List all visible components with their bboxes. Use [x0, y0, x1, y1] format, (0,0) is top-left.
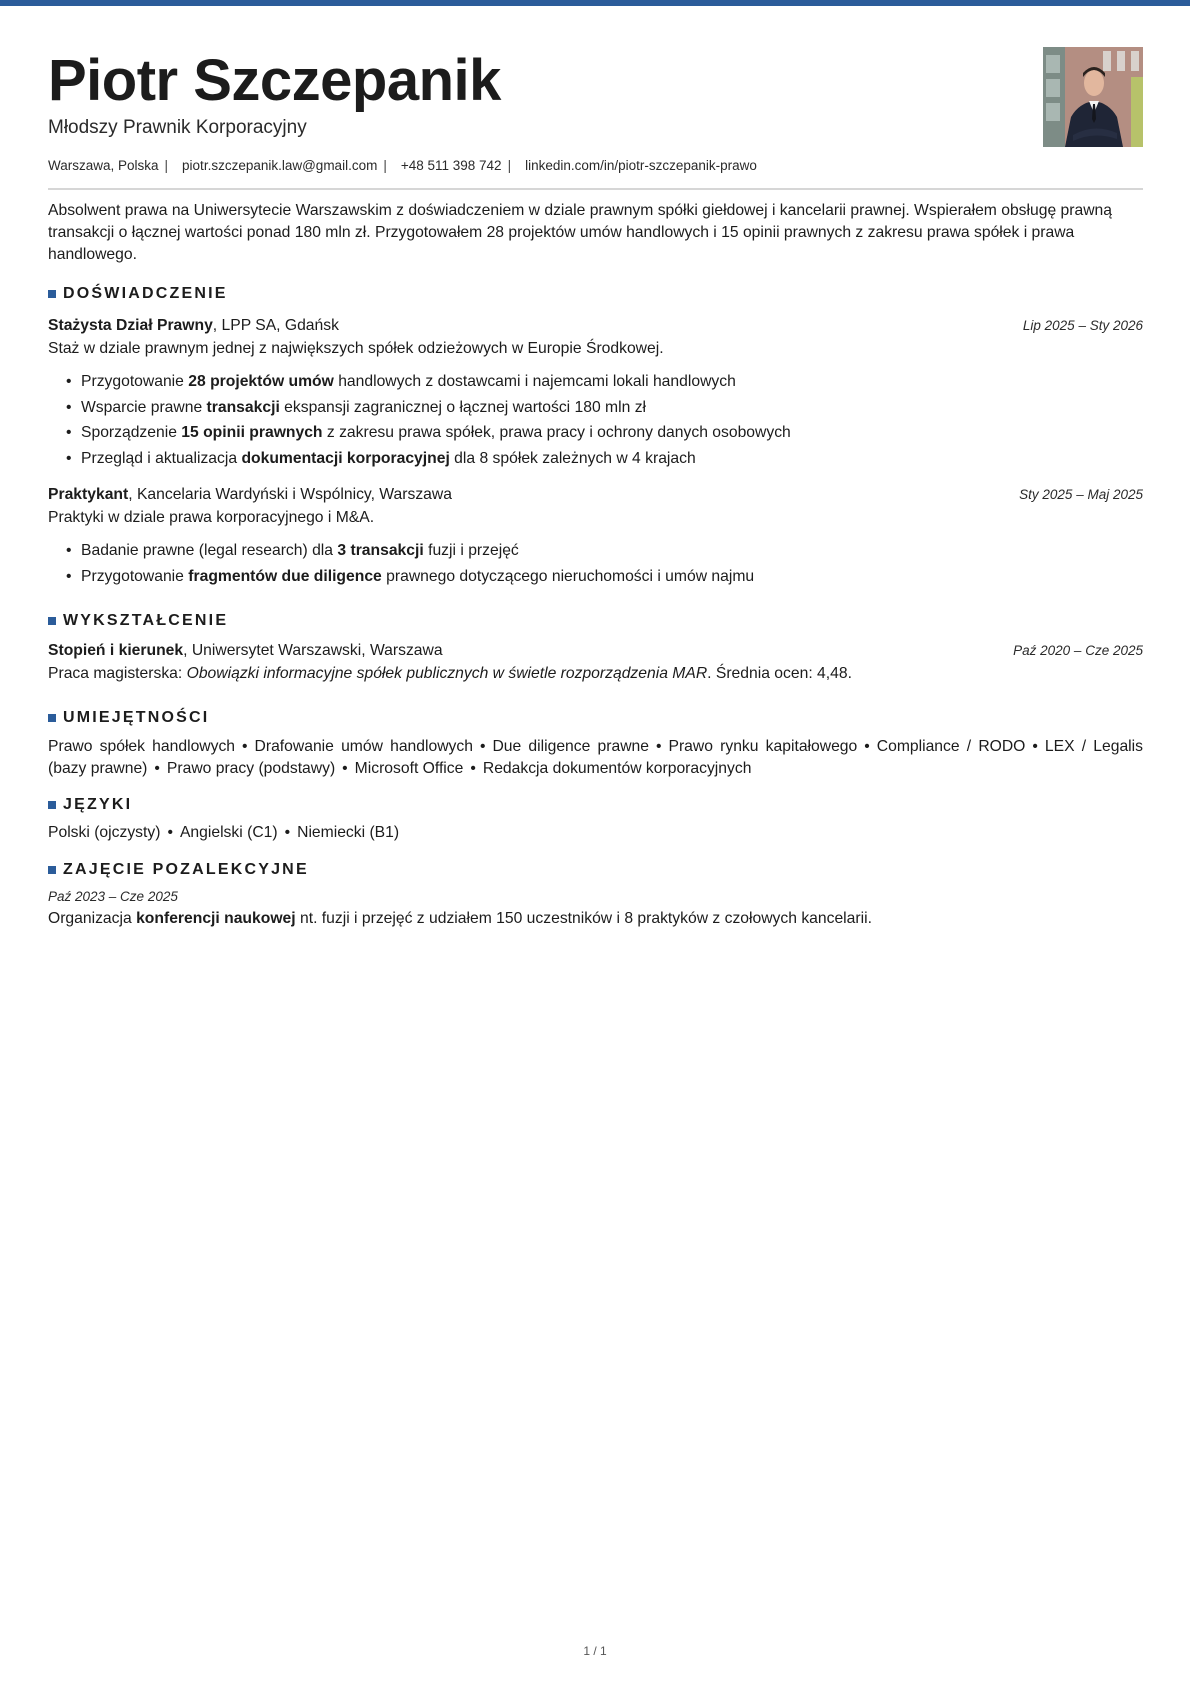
job-dates: Sty 2025 – Maj 2025	[1019, 487, 1143, 502]
job-header	[48, 484, 1143, 506]
section-marker-icon	[48, 866, 56, 874]
top-accent-bar	[0, 0, 1190, 6]
profile-summary: Absolwent prawa na Uniwersytecie Warszawskim z doświadczeniem w dziale prawnym spółki giełdowej i kancelarii prawnej. Wspierałem obsługę prawną transakcji o łącznej wartości ponad 180 mln zł. Przygotowałem 28 projektów umów handlowych i 15 opinii prawnych z zakresu prawa spółek i prawa handlowego.	[48, 202, 1112, 263]
list-item: • Przegląd i aktualizacja dokumentacji korporacyjnej dla 8 spółek zależnych w 4 krajach	[81, 446, 791, 472]
header-divider	[48, 188, 1143, 190]
education-header	[48, 640, 1143, 662]
section-title: WYKSZTAŁCENIE	[63, 612, 229, 629]
section-title: UMIEJĘTNOŚCI	[63, 709, 210, 726]
contact-email[interactable]: piotr.szczepanik.law@gmail.com	[182, 158, 378, 173]
languages-list: Polski (ojczysty) • Angielski (C1) • Niemiecki (B1)	[48, 824, 400, 841]
section-title: DOŚWIADCZENIE	[63, 285, 228, 302]
contact-phone[interactable]: +48 511 398 742	[400, 158, 502, 173]
job-org: , LPP SA, Gdańsk	[212, 317, 339, 334]
separator: |	[164, 158, 169, 173]
job-bullets	[48, 538, 754, 589]
section-heading-extracurricular	[48, 860, 309, 880]
activity-description: Organizacja konferencji naukowej nt. fuzji i przejęć z udziałem 150 uczestników i 8 praktyków z czołowych kancelarii.	[48, 910, 872, 927]
skills-list: Prawo spółek handlowych • Drafowanie umów handlowych • Due diligence prawne • Prawo rynku kapitałowego • Compliance / RODO • LEX / Legalis (bazy prawne) • Prawo pracy (podstawy) • Microsoft Office • Redakcja dokumentów korporacyjnych	[48, 738, 1143, 777]
section-title: ZAJĘCIE POZALEKCYJNE	[63, 861, 309, 878]
section-title: JĘZYKI	[63, 796, 133, 813]
school: , Uniwersytet Warszawski, Warszawa	[183, 642, 443, 659]
job-bullets	[48, 369, 791, 471]
list-item: • Przygotowanie fragmentów due diligence prawnego dotyczącego nieruchomości i umów najmu	[81, 564, 754, 590]
thesis-title: Obowiązki informacyjne spółek publicznych w świetle rozporządzenia MAR	[186, 665, 708, 682]
section-marker-icon	[48, 290, 56, 298]
section-heading-experience	[48, 284, 228, 304]
thesis-line: Praca magisterska: Obowiązki informacyjne spółek publicznych w świetle rozporządzenia MAR. Średnia ocen: 4,48.	[48, 665, 852, 682]
job-header	[48, 315, 1143, 337]
profile-photo	[1043, 47, 1143, 147]
contact-linkedin[interactable]: linkedin.com/in/piotr-szczepanik-prawo	[525, 158, 757, 173]
job-role: Praktykant	[48, 486, 129, 503]
list-item: • Wsparcie prawne transakcji ekspansji zagranicznej o łącznej wartości 180 mln zł	[81, 395, 791, 421]
contact-location: Warszawa, Polska	[48, 158, 159, 173]
list-item: • Przygotowanie 28 projektów umów handlowych z dostawcami i najemcami lokali handlowych	[81, 369, 791, 395]
job-role: Stażysta Dział Prawny	[48, 317, 213, 334]
page-number: 1 / 1	[583, 1644, 607, 1658]
activity-dates: Paź 2023 – Cze 2025	[48, 889, 178, 904]
person-photo-icon	[1043, 47, 1143, 147]
job-description: Praktyki w dziale prawa korporacyjnego i M&A.	[48, 509, 375, 526]
list-item: • Sporządzenie 15 opinii prawnych z zakresu prawa spółek, prawa pracy i ochrony danych osobowych	[81, 420, 791, 446]
separator: |	[507, 158, 512, 173]
separator: |	[383, 158, 387, 173]
section-marker-icon	[48, 801, 56, 809]
candidate-title: Młodszy Prawnik Korporacyjny	[48, 117, 307, 138]
section-heading-languages	[48, 795, 132, 815]
section-heading-skills	[48, 708, 209, 728]
section-marker-icon	[48, 617, 56, 625]
list-item: • Badanie prawne (legal research) dla 3 transakcji fuzji i przejęć	[81, 538, 754, 564]
job-org: , Kancelaria Wardyński i Wspólnicy, Warszawa	[128, 486, 452, 503]
contact-bar	[48, 157, 757, 175]
job-description: Staż w dziale prawnym jednej z największych spółek odzieżowych w Europie Środkowej.	[48, 340, 664, 357]
section-heading-education	[48, 611, 228, 631]
section-marker-icon	[48, 714, 56, 722]
degree: Stopień i kierunek	[48, 642, 184, 659]
candidate-name: Piotr Szczepanik	[48, 48, 501, 113]
job-dates: Lip 2025 – Sty 2026	[1022, 318, 1143, 333]
education-dates: Paź 2020 – Cze 2025	[1013, 643, 1143, 658]
